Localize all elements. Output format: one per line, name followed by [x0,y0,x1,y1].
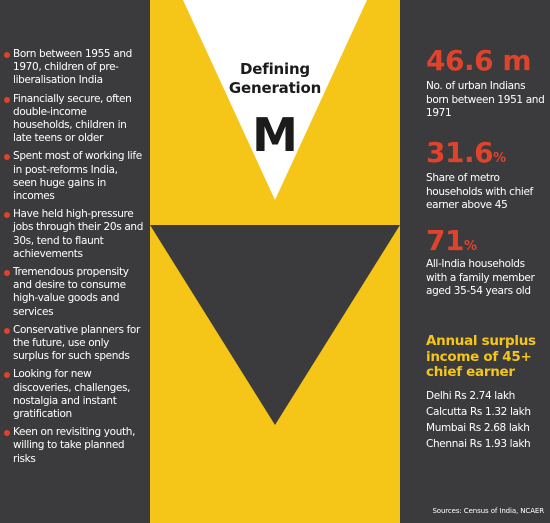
stat-value-metro-households: 31.6% [426,136,507,169]
bullet-dot-icon [4,52,10,58]
bullet-item [4,48,144,88]
bullet-item [4,93,144,146]
title-line-1: Defining [240,60,310,78]
bullet-text: Tremendous propensity and desire to consume high-value goods and services [13,266,129,318]
bullet-dot-icon [4,430,10,436]
stat-desc-metro-households: Share of metro households with chief earner above 45 [426,172,533,211]
bullet-dot-icon [4,97,10,103]
stat-desc-all-india-households: All-India households with a family member aged 35-54 years old [426,258,535,297]
bullet-item [4,150,144,203]
bullet-item [4,368,144,421]
source-note: Sources: Census of India, NCAER [432,507,544,515]
surplus-item-chennai: Chennai Rs 1.93 lakh [426,438,531,450]
bullet-dot-icon [4,328,10,334]
bullet-text: Born between 1955 and 1970, children of pre-liberalisation India [13,48,132,87]
bullet-item [4,324,144,364]
bullet-item [4,426,144,466]
bullet-dot-icon [4,154,10,160]
bullet-list [4,48,144,471]
bullet-text: Spent most of working life in post-reforms India, seen huge gains in incomes [13,150,142,203]
stat-value-all-india-households: 71% [426,224,477,257]
surplus-item-calcutta: Calcutta Rs 1.32 lakh [426,406,531,418]
bullet-text: Keen on revisiting youth, willing to take planned risks [13,426,136,465]
stat-value-urban-indians: 46.6 m [426,44,532,77]
bullet-item [4,208,144,261]
title-letter: M [252,108,298,162]
bullet-text: Have held high-pressure jobs through their 20s and 30s, tend to flaunt achievements [13,208,144,260]
bullet-text: Looking for new discoveries, challenges, nostalgia and instant gratification [13,368,131,421]
bullet-item [4,266,144,319]
surplus-title: Annual surplus income of 45+ chief earner [426,333,536,380]
bullet-dot-icon [4,372,10,378]
surplus-item-delhi: Delhi Rs 2.74 lakh [426,390,515,402]
surplus-item-mumbai: Mumbai Rs 2.68 lakh [426,422,530,434]
bullet-text: Financially secure, often double-income households, children in late teens or older [13,92,132,145]
bullet-dot-icon [4,212,10,218]
title-line-2: Generation [228,79,322,97]
chart-title [200,60,350,98]
bullet-dot-icon [4,270,10,276]
stat-desc-urban-indians: No. of urban Indians born between 1951 and 1971 [426,80,545,119]
bullet-text: Conservative planners for the future, use only surplus for such spends [13,323,140,363]
